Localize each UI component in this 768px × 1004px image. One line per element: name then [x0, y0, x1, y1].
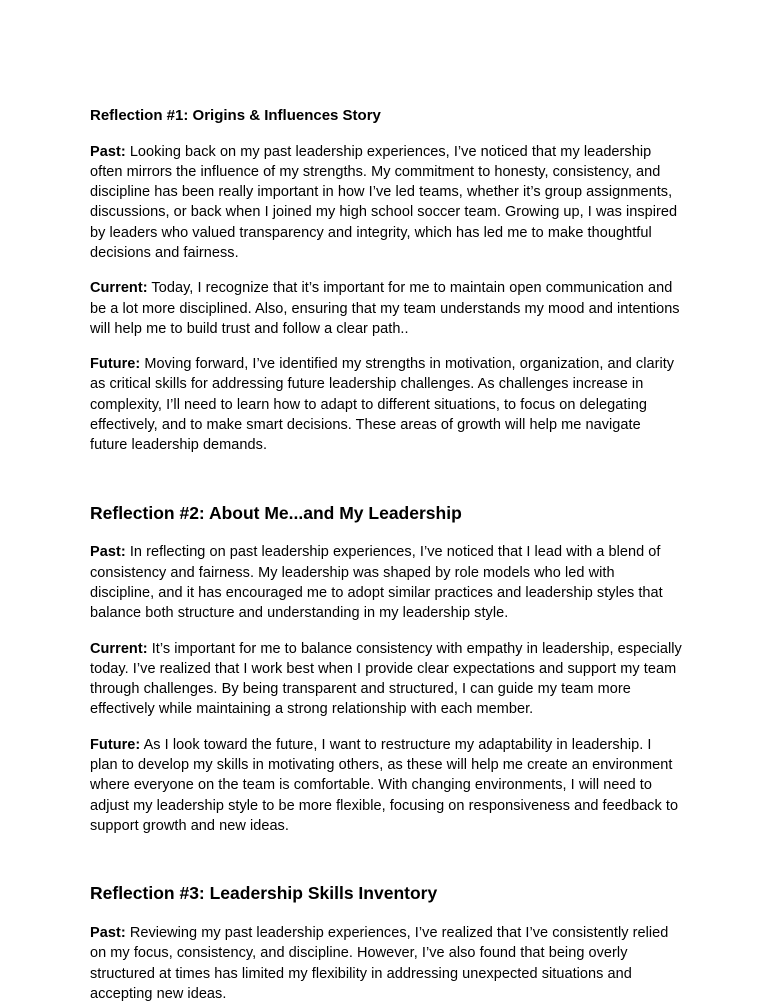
paragraph-label: Past: — [90, 544, 126, 561]
paragraph-past — [90, 923, 682, 1004]
paragraph-future — [90, 354, 682, 455]
reflection-section-2 — [90, 502, 682, 837]
section-heading: Reflection #2: About Me...and My Leadership — [90, 502, 462, 523]
paragraph-text: Today, I recognize that it’s important for me to maintain open communication and be a lot more disciplined. Also, ensuring that my team understands my mood and intentions will help me to build trust and follow a clear path.. — [90, 280, 680, 337]
paragraph-label: Current: — [90, 280, 148, 297]
paragraph-text: As I look toward the future, I want to restructure my adaptability in leadership. I plan to develop my skills in motivating others, as these will help me create an environment where everyone on the team is comfortable. With changing environments, I will need to adjust my leadership style to be more flexible, focusing on responsiveness and feedback to support growth and new ideas. — [90, 736, 679, 834]
paragraph-label: Past: — [90, 925, 126, 942]
paragraph-text: Looking back on my past leadership experiences, I’ve noticed that my leadership often mirrors the influence of my strengths. My commitment to honesty, consistency, and discipline has been really important in how I’ve led teams, whether it’s group assignments, discussions, or back when I joined my high school soccer team. Growing up, I was inspired by leaders who valued transparency and integrity, which has led me to make thoughtful decisions and fairness. — [90, 143, 678, 261]
paragraph-label: Future: — [90, 736, 141, 753]
paragraph-text: Moving forward, I’ve identified my strengths in motivation, organization, and clarity as critical skills for addressing future leadership challenges. As challenges increase in complexity, I’ll need to learn how to adapt to different situations, to focus on delegating effectively, and to make smart decisions. These areas of growth will help me navigate future leadership demands. — [90, 356, 675, 454]
paragraph-past — [90, 142, 682, 264]
paragraph-current — [90, 278, 682, 339]
paragraph-text: In reflecting on past leadership experiences, I’ve noticed that I lead with a blend of consistency and fairness. My leadership was shaped by role models who led with discipline, and it has encouraged me to adopt similar practices and leadership styles that balance both structure and understanding in my leadership style. — [90, 544, 663, 622]
section-heading: Reflection #3: Leadership Skills Inventory — [90, 883, 438, 904]
paragraph-label: Past: — [90, 143, 126, 160]
paragraph-text: Reviewing my past leadership experiences, I’ve realized that I’ve consistently relied on my focus, consistency, and discipline. However, I’ve also found that being overly structured at times has limited my flexibility in addressing unexpected situations and accepting new ideas. — [90, 925, 669, 1002]
section-heading: Reflection #1: Origins & Influences Story — [90, 107, 381, 124]
reflection-section-3 — [90, 882, 682, 1004]
reflection-section-1 — [90, 106, 682, 456]
paragraph-text: It’s important for me to balance consistency with empathy in leadership, especially today. I’ve realized that I work best when I provide clear expectations and support my team through challenges. By being transparent and structured, I can guide my team more effectively while maintaining a strong relationship with each member. — [90, 640, 682, 718]
paragraph-past — [90, 542, 682, 623]
paragraph-label: Current: — [90, 640, 148, 657]
paragraph-current — [90, 639, 682, 720]
paragraph-label: Future: — [90, 356, 141, 373]
paragraph-future — [90, 735, 682, 836]
